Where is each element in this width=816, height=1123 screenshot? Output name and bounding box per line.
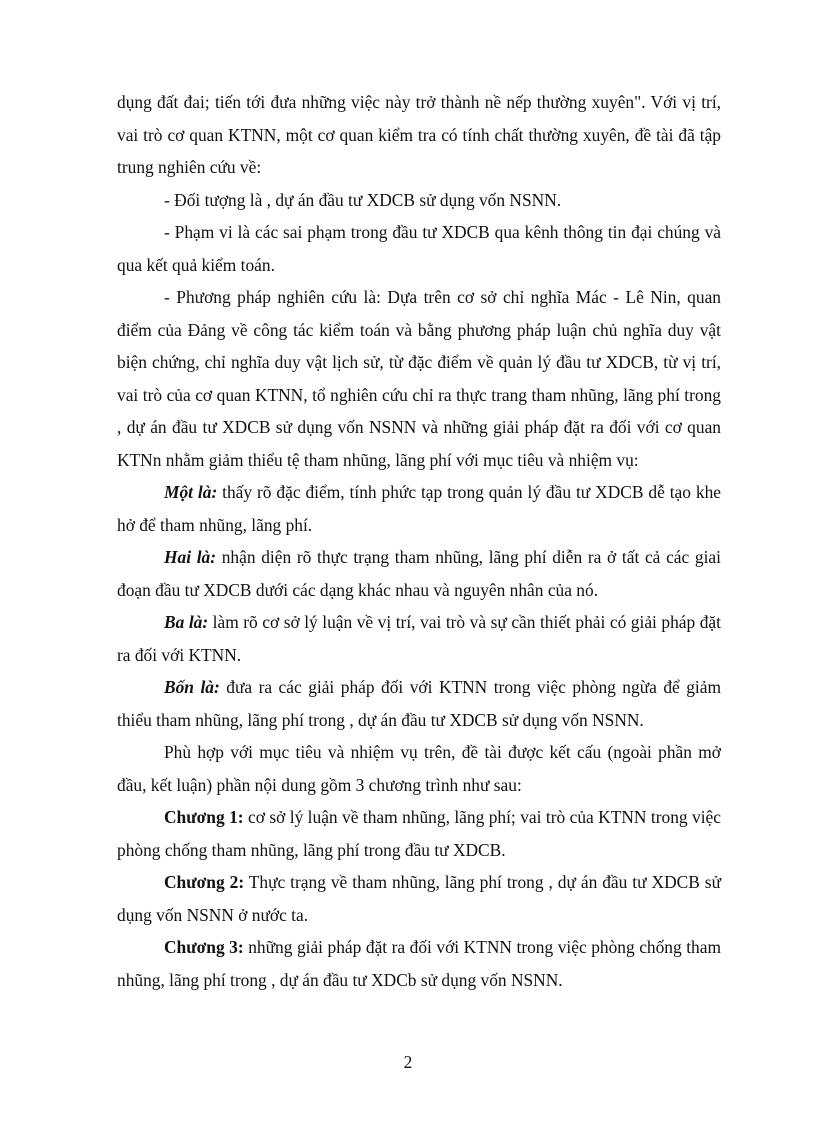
paragraph-label: Bốn là:	[164, 677, 220, 697]
paragraph-chuong-3	[117, 931, 721, 996]
paragraph-label: Ba là:	[164, 612, 209, 632]
paragraph-label: Chương 1:	[164, 807, 244, 827]
paragraph-text: Phù hợp với mục tiêu và nhiệm vụ trên, đề tài được kết cấu (ngoài phần mở đầu, kết luận) phần nội dung gồm 3 chương trình như sau:	[117, 742, 721, 795]
paragraph-ket-cau	[117, 736, 721, 801]
paragraph-text: đưa ra các giải pháp đối với KTNN trong việc phòng ngừa để giảm thiểu tham nhũng, lãng phí trong , dự án đầu tư XDCB sử dụng vốn NSNN.	[117, 677, 721, 730]
page-number: 2	[403, 1052, 413, 1072]
document-body	[117, 86, 721, 996]
paragraph-text: - Phạm vi là các sai phạm trong đầu tư XDCB qua kênh thông tin đại chúng và qua kết quả kiểm toán.	[117, 222, 721, 275]
paragraph-hai-la	[117, 541, 721, 606]
paragraph-text: dụng đất đai; tiến tới đưa những việc này trở thành nề nếp thường xuyên". Với vị trí, vai trò cơ quan KTNN, một cơ quan kiểm tra có tính chất thường xuyên, đề tài đã tập trung nghiên cứu về:	[117, 92, 721, 177]
paragraph-ba-la	[117, 606, 721, 671]
paragraph-text: những giải pháp đặt ra đối với KTNN trong việc phòng chống tham nhũng, lãng phí trong , dự án đầu tư XDCb sử dụng vốn NSNN.	[117, 937, 721, 990]
paragraph-text: thấy rõ đặc điểm, tính phức tạp trong quản lý đầu tư XDCB dễ tạo khe hở để tham nhũng, lãng phí.	[117, 482, 721, 535]
paragraph-label: Hai là:	[164, 547, 217, 567]
paragraph-text: nhận diện rõ thực trạng tham nhũng, lãng phí diễn ra ở tất cả các giai đoạn đầu tư XDCB dưới các dạng khác nhau và nguyên nhân của nó.	[117, 547, 721, 600]
paragraph-mot-la	[117, 476, 721, 541]
paragraph-label: Chương 2:	[164, 872, 245, 892]
paragraph-text: làm rõ cơ sở lý luận về vị trí, vai trò và sự cần thiết phải có giải pháp đặt ra đối với KTNN.	[117, 612, 721, 665]
paragraph-text: - Phương pháp nghiên cứu là: Dựa trên cơ sở chỉ nghĩa Mác - Lê Nin, quan điểm của Đảng về công tác kiểm toán và bằng phương pháp luận chủ nghĩa duy vật biện chứng, chỉ nghĩa duy vật lịch sử, từ đặc điểm về quản lý đầu tư XDCB, từ vị trí, vai trò của cơ quan KTNN, tổ nghiên cứu chỉ ra thực trang tham nhũng, lãng phí trong , dự án đầu tư XDCB sử dụng vốn NSNN và những giải pháp đặt ra đối với cơ quan KTNn nhằm giảm thiểu tệ tham nhũng, lãng phí với mục tiêu và nhiệm vụ:	[117, 287, 721, 470]
paragraph-doi-tuong	[117, 184, 721, 217]
paragraph-pham-vi	[117, 216, 721, 281]
paragraph-text: Thực trạng về tham nhũng, lãng phí trong , dự án đầu tư XDCB sử dụng vốn NSNN ở nước ta.	[117, 872, 721, 925]
paragraph-label: Một là:	[164, 482, 218, 502]
paragraph-intro	[117, 86, 721, 184]
paragraph-bon-la	[117, 671, 721, 736]
paragraph-text: - Đối tượng là , dự án đầu tư XDCB sử dụng vốn NSNN.	[164, 189, 562, 210]
paragraph-phuong-phap	[117, 281, 721, 476]
paragraph-text: cơ sở lý luận về tham nhũng, lãng phí; vai trò của KTNN trong việc phòng chống tham nhũng, lãng phí trong đầu tư XDCB.	[117, 807, 721, 860]
paragraph-chuong-1	[117, 801, 721, 866]
paragraph-label: Chương 3:	[164, 937, 244, 957]
paragraph-chuong-2	[117, 866, 721, 931]
